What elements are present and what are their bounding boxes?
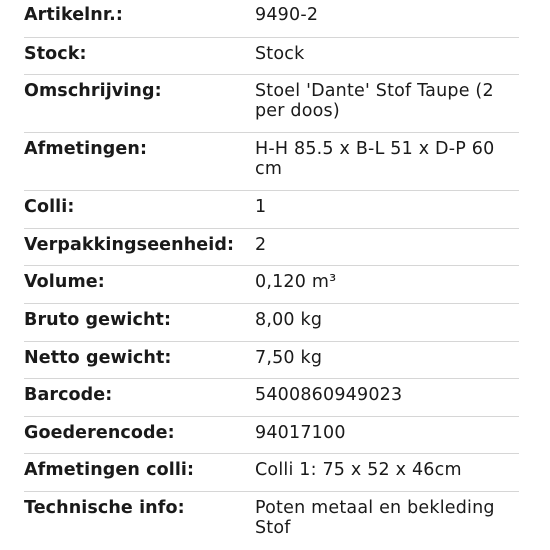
spec-label: Volume:: [24, 272, 105, 293]
spec-value: 2: [255, 234, 267, 255]
spec-value: 1: [255, 197, 267, 218]
spec-row-omschrijving: [24, 75, 519, 133]
spec-label: Afmetingen:: [24, 139, 148, 160]
spec-value: 9490-2: [255, 5, 319, 25]
spec-value: Stoel 'Dante' Stof Taupe (2 per doos): [255, 81, 494, 122]
spec-value: 5400860949023: [255, 385, 403, 406]
spec-label: Artikelnr.:: [24, 5, 123, 25]
spec-row-verpakkingseenheid: [24, 229, 519, 267]
spec-label: Verpakkingseenheid:: [24, 234, 235, 255]
spec-label: Bruto gewicht:: [24, 309, 172, 330]
spec-label: Barcode:: [24, 385, 113, 406]
spec-row-volume: [24, 266, 519, 304]
spec-value: 94017100: [255, 422, 346, 443]
spec-value: 8,00 kg: [255, 309, 323, 330]
spec-value: 0,120 m³: [255, 272, 337, 293]
spec-row-barcode: [24, 379, 519, 417]
spec-label: Stock:: [24, 43, 87, 64]
spec-value: 7,50 kg: [255, 347, 323, 368]
spec-value: Poten metaal en bekleding Stof: [255, 497, 495, 538]
spec-label: Colli:: [24, 197, 75, 218]
spec-row-bruto-gewicht: [24, 304, 519, 342]
spec-row-artikelnr: [24, 0, 519, 38]
spec-row-afmetingen: [24, 133, 519, 191]
spec-label: Technische info:: [24, 497, 185, 518]
spec-label: Goederencode:: [24, 422, 175, 443]
spec-label: Afmetingen colli:: [24, 460, 195, 481]
spec-row-stock: [24, 38, 519, 76]
spec-value: Stock: [255, 43, 305, 64]
spec-label: Netto gewicht:: [24, 347, 172, 368]
spec-row-technische-info: [24, 492, 519, 550]
spec-label: Omschrijving:: [24, 81, 162, 102]
spec-value: H-H 85.5 x B-L 51 x D-P 60 cm: [255, 139, 495, 180]
spec-row-netto-gewicht: [24, 342, 519, 380]
spec-value: Colli 1: 75 x 52 x 46cm: [255, 460, 462, 481]
spec-row-goederencode: [24, 417, 519, 455]
product-spec-table: [24, 0, 519, 550]
spec-row-afmetingen-colli: [24, 454, 519, 492]
spec-row-colli: [24, 191, 519, 229]
